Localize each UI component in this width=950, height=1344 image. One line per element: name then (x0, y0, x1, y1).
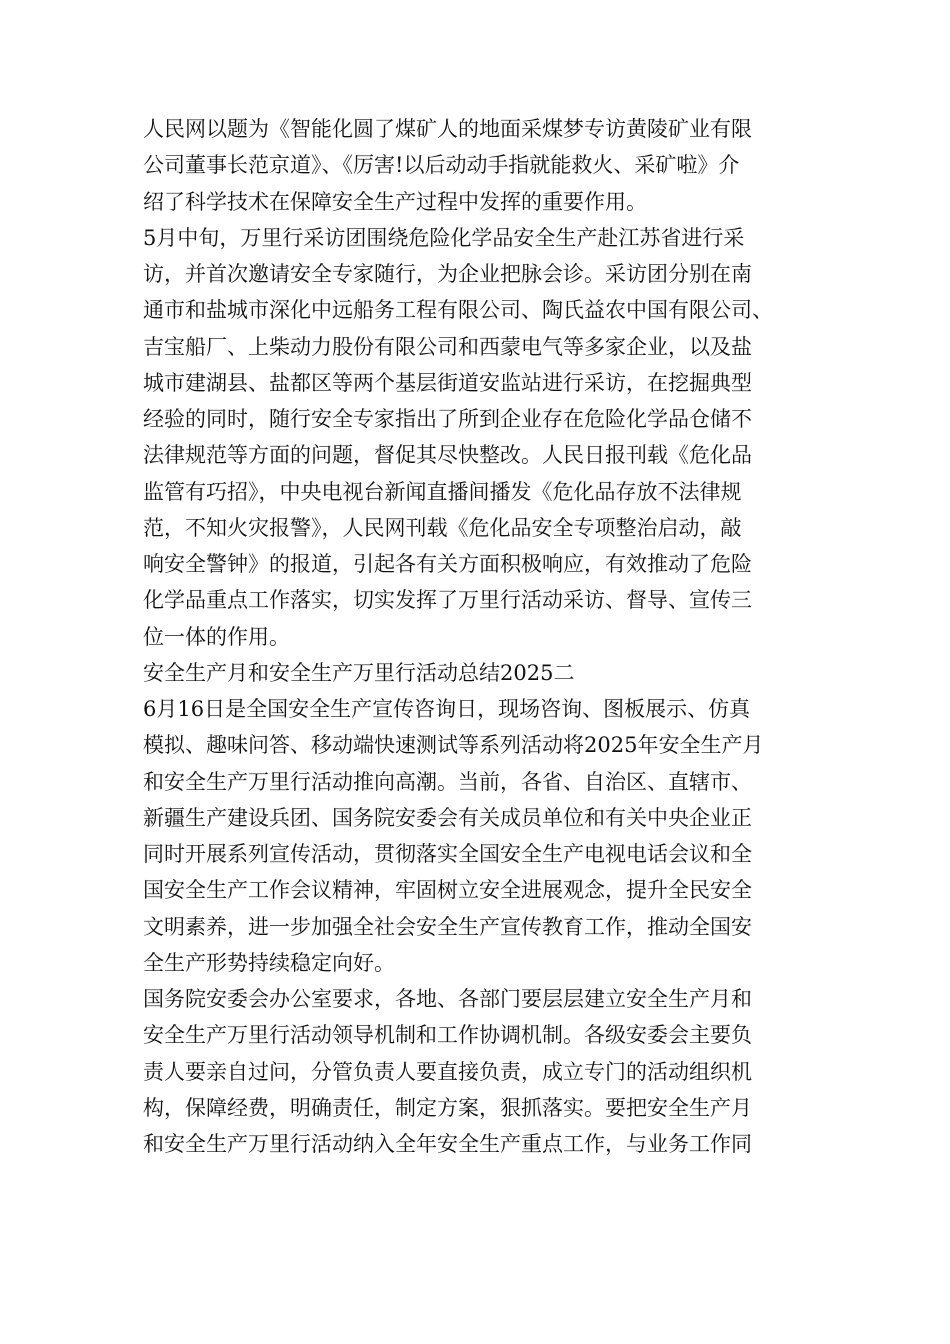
text-line: 6月16日是全国安全生产宣传咨询日，现场咨询、图板展示、仿真 (143, 697, 751, 721)
text-line: 公司董事长范京道》、《厉害!以后动动手指就能救火、采矿啦》介 (143, 153, 740, 178)
text-line: 通市和盐城市深化中远船务工程有限公司、陶氏益农中国有限公司、 (143, 298, 773, 323)
text-line: 监管有巧招》，中央电视台新闻直播间播发《危化品存放不法律规 (143, 479, 742, 504)
text-line: 范，不知火灾报警》，人民网刊载《危化品安全专项整治启动，敲 (143, 515, 742, 540)
text-line: 5月中旬，万里行采访团围绕危险化学品安全生产赴江苏省进行采 (143, 225, 745, 250)
text-line: 和安全生产万里行活动推向高潮。当前，各省、自治区、直辖市、 (143, 769, 752, 794)
text-line: 国安全生产工作会议精神，牢固树立安全进展观念，提升全民安全 (143, 878, 752, 903)
text-line: 化学品重点工作落实，切实发挥了万里行活动采访、督导、宣传三 (143, 588, 752, 613)
text-line: 和安全生产万里行活动纳入全年安全生产重点工作，与业务工作同 (143, 1132, 752, 1156)
body-text (143, 111, 815, 1162)
text-line: 国务院安委会办公室要求，各地、各部门要层层建立安全生产月和 (143, 987, 752, 1011)
text-line: 吉宝船厂、上柴动力股份有限公司和西蒙电气等多家企业，以及盐 (143, 334, 752, 359)
text-line: 城市建湖县、盐都区等两个基层街道安监站进行采访，在挖掘典型 (143, 370, 752, 395)
text-line: 同时开展系列宣传活动，贯彻落实全国安全生产电视电话会议和全 (143, 842, 752, 866)
text-line: 全生产形势持续稳定向好。 (143, 950, 395, 975)
section-heading: 安全生产月和安全生产万里行活动总结2025二 (143, 660, 575, 685)
text-line: 文明素养，进一步加强全社会安全生产宣传教育工作，推动全国安 (143, 914, 752, 939)
text-line: 绍了科学技术在保障安全生产过程中发挥的重要作用。 (143, 189, 647, 214)
text-line: 位一体的作用。 (143, 624, 290, 649)
text-line: 新疆生产建设兵团、国务院安委会有关成员单位和有关中央企业正 (143, 805, 752, 830)
text-line: 安全生产万里行活动领导机制和工作协调机制。各级安委会主要负 (143, 1023, 752, 1048)
text-line: 响安全警钟》的报道，引起各有关方面积极响应，有效推动了危险 (143, 552, 752, 576)
text-line: 构，保障经费，明确责任，制定方案，狠抓落实。要把安全生产月 (143, 1095, 752, 1120)
text-line: 模拟、趣味问答、移动端快速测试等系列活动将2025年安全生产月 (143, 733, 764, 758)
text-line: 责人要亲自过问，分管负责人要直接负责，成立专门的活动组织机 (143, 1059, 752, 1084)
text-line: 访，并首次邀请安全专家随行，为企业把脉会诊。采访团分别在南 (143, 262, 752, 286)
text-line: 人民网以题为《智能化圆了煤矿人的地面采煤梦专访黄陵矿业有限 (143, 117, 752, 141)
text-line: 法律规范等方面的问题，督促其尽快整改。人民日报刊载《危化品 (143, 443, 752, 468)
text-line: 经验的同时，随行安全专家指出了所到企业存在危险化学品仓储不 (143, 407, 752, 431)
